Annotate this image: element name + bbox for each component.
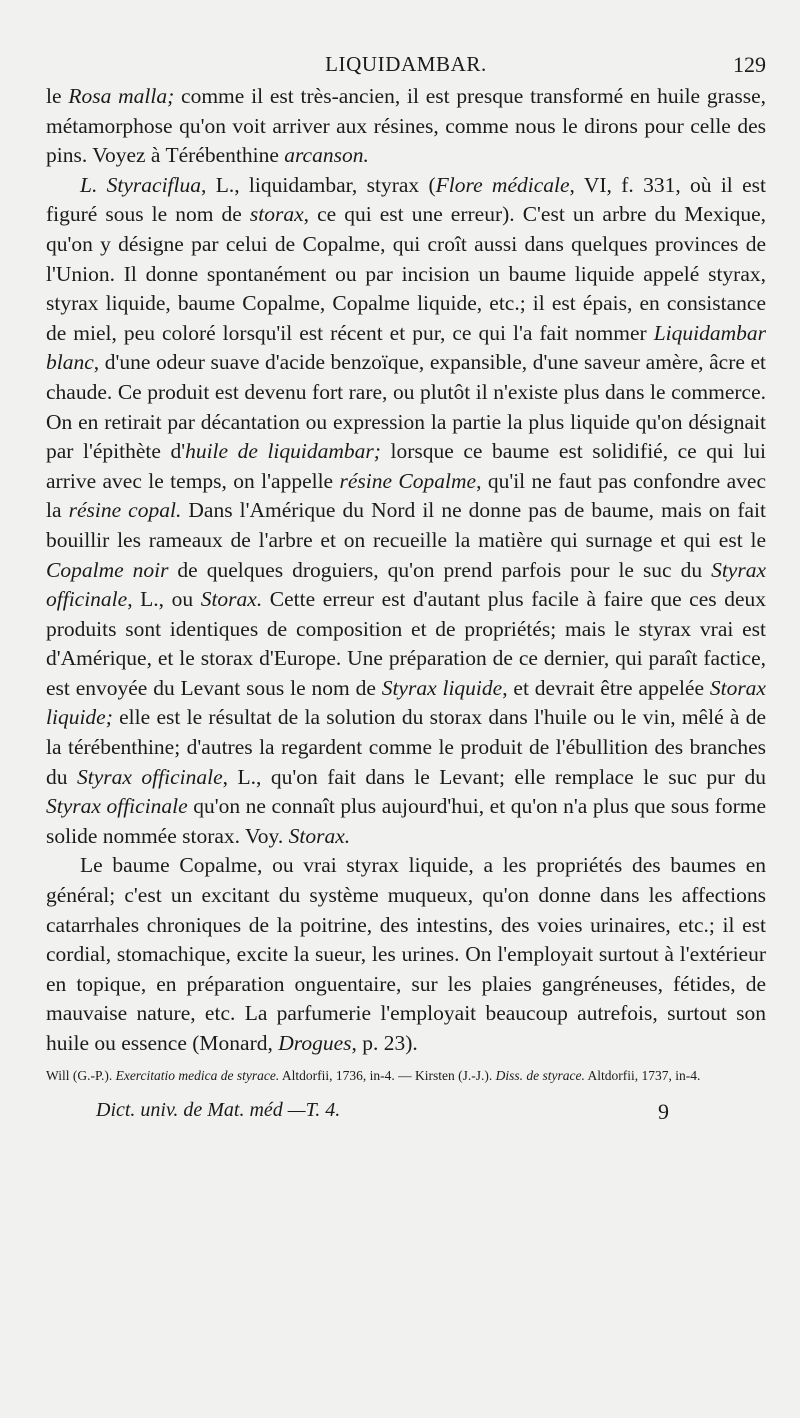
- italic-text-run: Exercitatio medica de styrace.: [115, 1067, 280, 1083]
- text-run: de quelques droguiers, qu'on prend parfois pour le suc du: [168, 557, 712, 582]
- text-run: lorsque ce baume est solidifié, ce qui lui arrive avec le temps, on l'appelle: [46, 439, 766, 493]
- sheet-number: 9: [658, 1098, 669, 1124]
- footer: [46, 1095, 766, 1131]
- text-run: , d'une odeur suave d'acide benzoïque, expansible, d'une saveur amère, âcre et chaude. Ce produit est devenu fort rare, ou plutôt il n'existe plus dans le commerce. On en retirait par décantation ou expression la partie la plus liquide qu'on désignait par l'épithète d': [46, 350, 766, 464]
- italic-text-run: Drogues: [278, 1031, 352, 1055]
- italic-text-run: Liquidambar blanc: [46, 320, 766, 375]
- text-run: Altdorfii, 1737, in-4.: [584, 1067, 701, 1083]
- italic-text-run: Storax liquide;: [46, 675, 766, 730]
- italic-text-run: Storax.: [200, 587, 263, 612]
- italic-text-run: Styrax officinale: [46, 794, 188, 819]
- text-run: Will (G.-P.).: [46, 1067, 116, 1083]
- text-run: , ce qui est une erreur). C'est un arbre du Mexique, qu'on y désigne par celui de Copalme, qui croît aussi dans quelques provinces de l'Union. Il donne spontanément ou par incision un baume liquide appelé styrax, styrax liquide, baume Copalme, Copalme liquide, etc.; il est épais, en consistance de miel, peu coloré lorsqu'il est récent et pur, ce qui l'a fait nommer: [46, 202, 767, 345]
- text-run: elle est le résultat de la solution du storax dans l'huile ou le vin, mêlé à de la térébenthine; d'autres la regardent comme le produit de l'ébullition des branches du: [46, 705, 766, 789]
- italic-text-run: huile de liquidambar;: [185, 439, 381, 464]
- page-number: 129: [733, 52, 766, 77]
- italic-text-run: storax: [249, 202, 304, 227]
- italic-text-run: Rosa malla;: [68, 84, 175, 108]
- running-title: LIQUIDAMBAR.: [325, 52, 487, 76]
- italic-text-run: résine copal.: [68, 498, 182, 523]
- paragraph: [46, 82, 766, 171]
- text-run: le: [46, 84, 69, 108]
- text-run: , p. 23).: [351, 1031, 418, 1055]
- italic-text-run: Styrax officinale: [46, 557, 766, 612]
- italic-text-run: Styrax liquide: [381, 675, 503, 700]
- signature-mark: Dict. univ. de Mat. méd —T. 4.: [96, 1098, 341, 1121]
- text-run: Le baume Copalme, ou vrai styrax liquide, a les propriétés des baumes en général; c'est un excitant du système muqueux, qu'on donne dans les affections catarrhales chroniques de la poitrine, des intestins, des voies urinaires, etc.; il est cordial, stomachique, excite la sueur, les urines. On l'employait surtout à l'extérieur en topique, en préparation onguentaire, sur les plaies gangréneuses, fétides, de mauvaise nature, etc. La parfumerie l'employait beaucoup autrefois, surtout son huile ou essence (Monard,: [46, 853, 766, 1055]
- text-run: , et devrait être appelée: [502, 675, 710, 700]
- text-run: Altdorfii, 1736, in-4. — Kirsten (J.-J.).: [279, 1067, 496, 1083]
- text-run: , L., qu'on fait dans le Levant; elle remplace le suc pur du: [222, 764, 766, 789]
- italic-text-run: Copalme noir: [46, 557, 169, 582]
- text-run: , qu'il ne faut pas confondre avec la: [46, 468, 766, 523]
- italic-text-run: résine Copalme: [339, 468, 477, 493]
- italic-text-run: L. Styraciflua: [80, 172, 201, 197]
- page: [46, 46, 766, 1131]
- italic-text-run: Styrax officinale: [77, 764, 223, 789]
- text-run: Cette erreur est d'autant plus facile à faire que ces deux produits sont identiques de composition et de propriétés; mais le styrax vrai est d'Amérique, et le storax d'Europe. Une préparation de ce dernier, qui paraît factice, est envoyée du Levant sous le nom de: [46, 587, 766, 700]
- italic-text-run: Storax.: [288, 823, 351, 848]
- text-run: , VI, f. 331, où il est figuré sous le nom de: [46, 172, 766, 227]
- paragraph: [46, 851, 766, 1058]
- text-run: , L., liquidambar, styrax (: [201, 172, 436, 197]
- italic-text-run: arcanson.: [284, 143, 369, 168]
- text-run: comme il est très-ancien, il est presque transformé en huile grasse, métamorphose qu'on voit arriver aux résines, comme nous le dirons pour celle des pins. Voyez à Térébenthine: [46, 84, 766, 168]
- italic-text-run: Diss. de styrace.: [495, 1067, 585, 1083]
- body-text: [46, 82, 766, 1059]
- text-run: , L., ou: [127, 587, 201, 612]
- italic-text-run: Flore médicale: [435, 172, 570, 197]
- running-header: [46, 46, 766, 82]
- paragraph: [46, 171, 766, 852]
- bibliography-note: [46, 1065, 766, 1087]
- text-run: qu'on ne connaît plus aujourd'hui, et qu'on n'a plus que sous forme solide nommée storax. Voy.: [46, 794, 766, 848]
- text-run: Dans l'Amérique du Nord il ne donne pas de baume, mais on fait bouillir les rameaux de l'arbre et on recueille la matière qui surnage et qui est le: [46, 498, 766, 552]
